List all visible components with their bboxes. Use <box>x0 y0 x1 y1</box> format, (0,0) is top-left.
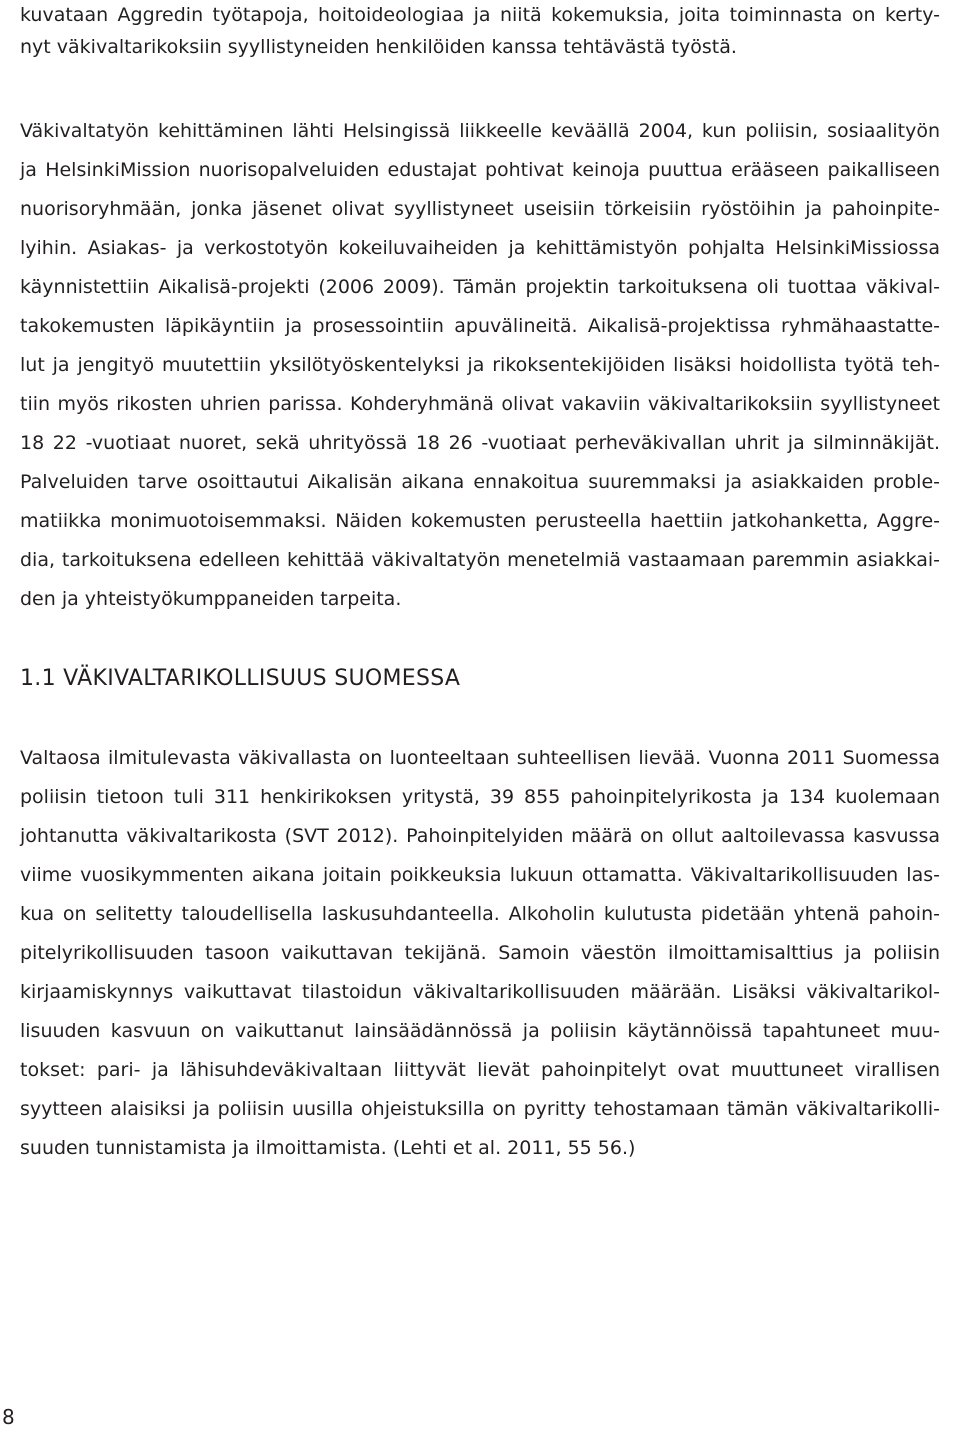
text-line: den ja yhteistyökumppaneiden tarpeita. <box>20 588 402 610</box>
text-line: poliisin tietoon tuli 311 henkirikoksen yritystä, 39 855 pahoinpitelyrikosta ja 134 kuolemaan <box>20 786 940 808</box>
page-number: 8 <box>2 1405 15 1429</box>
text-line: nuorisoryhmään, jonka jäsenet olivat syyllistyneet useisiin törkeisiin ryöstöihin ja pahoinpite- <box>20 198 940 220</box>
text-line: Palveluiden tarve osoittautui Aikalisän aikana ennakoitua suuremmaksi ja asiakkaiden proble- <box>20 471 940 493</box>
text-line: johtanutta väkivaltarikosta (SVT 2012). Pahoinpitelyiden määrä on ollut aaltoilevassa kasvussa <box>20 825 940 847</box>
text-line: käynnistettiin Aikalisä-projekti (2006 2009). Tämän projektin tarkoituksena oli tuottaa väkival- <box>20 276 940 298</box>
text-line: dia, tarkoituksena edelleen kehittää väkivaltatyön menetelmiä vastaamaan paremmin asiakkai- <box>20 549 940 571</box>
text-line: takokemusten läpikäyntiin ja prosessointiin apuvälineitä. Aikalisä-projektissa ryhmähaastatte- <box>20 315 940 337</box>
text-line: Valtaosa ilmitulevasta väkivallasta on luonteeltaan suhteellisen lievää. Vuonna 2011 Suomessa <box>20 747 940 769</box>
text-line: lyihin. Asiakas- ja verkostotyön kokeiluvaiheiden ja kehittämistyön pohjalta HelsinkiMissiossa <box>20 237 940 259</box>
text-line: ja HelsinkiMission nuorisopalveluiden edustajat pohtivat keinoja puuttua erääseen paikalliseen <box>20 159 940 181</box>
text-line: syytteen alaisiksi ja poliisin uusilla ohjeistuksilla on pyritty tehostamaan tämän väkivaltarikolli- <box>20 1098 940 1120</box>
text-line: tokset: pari- ja lähisuhdeväkivaltaan liittyvät lievät pahoinpitelyt ovat muuttuneet virallisen <box>20 1059 940 1081</box>
text-line: kua on selitetty taloudellisella laskusuhdanteella. Alkoholin kulutusta pidetään yhtenä pahoin- <box>20 903 940 925</box>
text-line: lut ja jengityö muutettiin yksilötyöskentelyksi ja rikoksentekijöiden lisäksi hoidollista työtä teh- <box>20 354 940 376</box>
text-line: matiikka monimuotoisemmaksi. Näiden kokemusten perusteella haettiin jatkohanketta, Aggre- <box>20 510 940 532</box>
text-line: lisuuden kasvuun on vaikuttanut lainsäädännössä ja poliisin käytännöissä tapahtuneet muu- <box>20 1020 940 1042</box>
text-line: suuden tunnistamista ja ilmoittamista. (Lehti et al. 2011, 55 56.) <box>20 1137 636 1159</box>
text-line: kuvataan Aggredin työtapoja, hoitoideologiaa ja niitä kokemuksia, joita toiminnasta on kerty- <box>20 4 940 26</box>
text-line: viime vuosikymmenten aikana joitain poikkeuksia lukuun ottamatta. Väkivaltarikollisuuden las- <box>20 864 940 886</box>
text-line: Väkivaltatyön kehittäminen lähti Helsingissä liikkeelle keväällä 2004, kun poliisin, sosiaalityön <box>20 120 940 142</box>
text-line: pitelyrikollisuuden tasoon vaikuttavan tekijänä. Samoin väestön ilmoittamisalttius ja poliisin <box>20 942 940 964</box>
section-heading: 1.1 VÄKIVALTARIKOLLISUUS SUOMESSA <box>20 666 461 691</box>
text-line: tiin myös rikosten uhrien parissa. Kohderyhmänä olivat vakaviin väkivaltarikoksiin syyllistyneet <box>20 393 940 415</box>
text-line: nyt väkivaltarikoksiin syyllistyneiden henkilöiden kanssa tehtävästä työstä. <box>20 36 737 58</box>
text-line: kirjaamiskynnys vaikuttavat tilastoidun väkivaltarikollisuuden määrään. Lisäksi väkivaltarikol- <box>20 981 940 1003</box>
text-line: 18 22 -vuotiaat nuoret, sekä uhrityössä 18 26 -vuotiaat perheväkivallan uhrit ja silminnäkijät. <box>20 432 940 454</box>
